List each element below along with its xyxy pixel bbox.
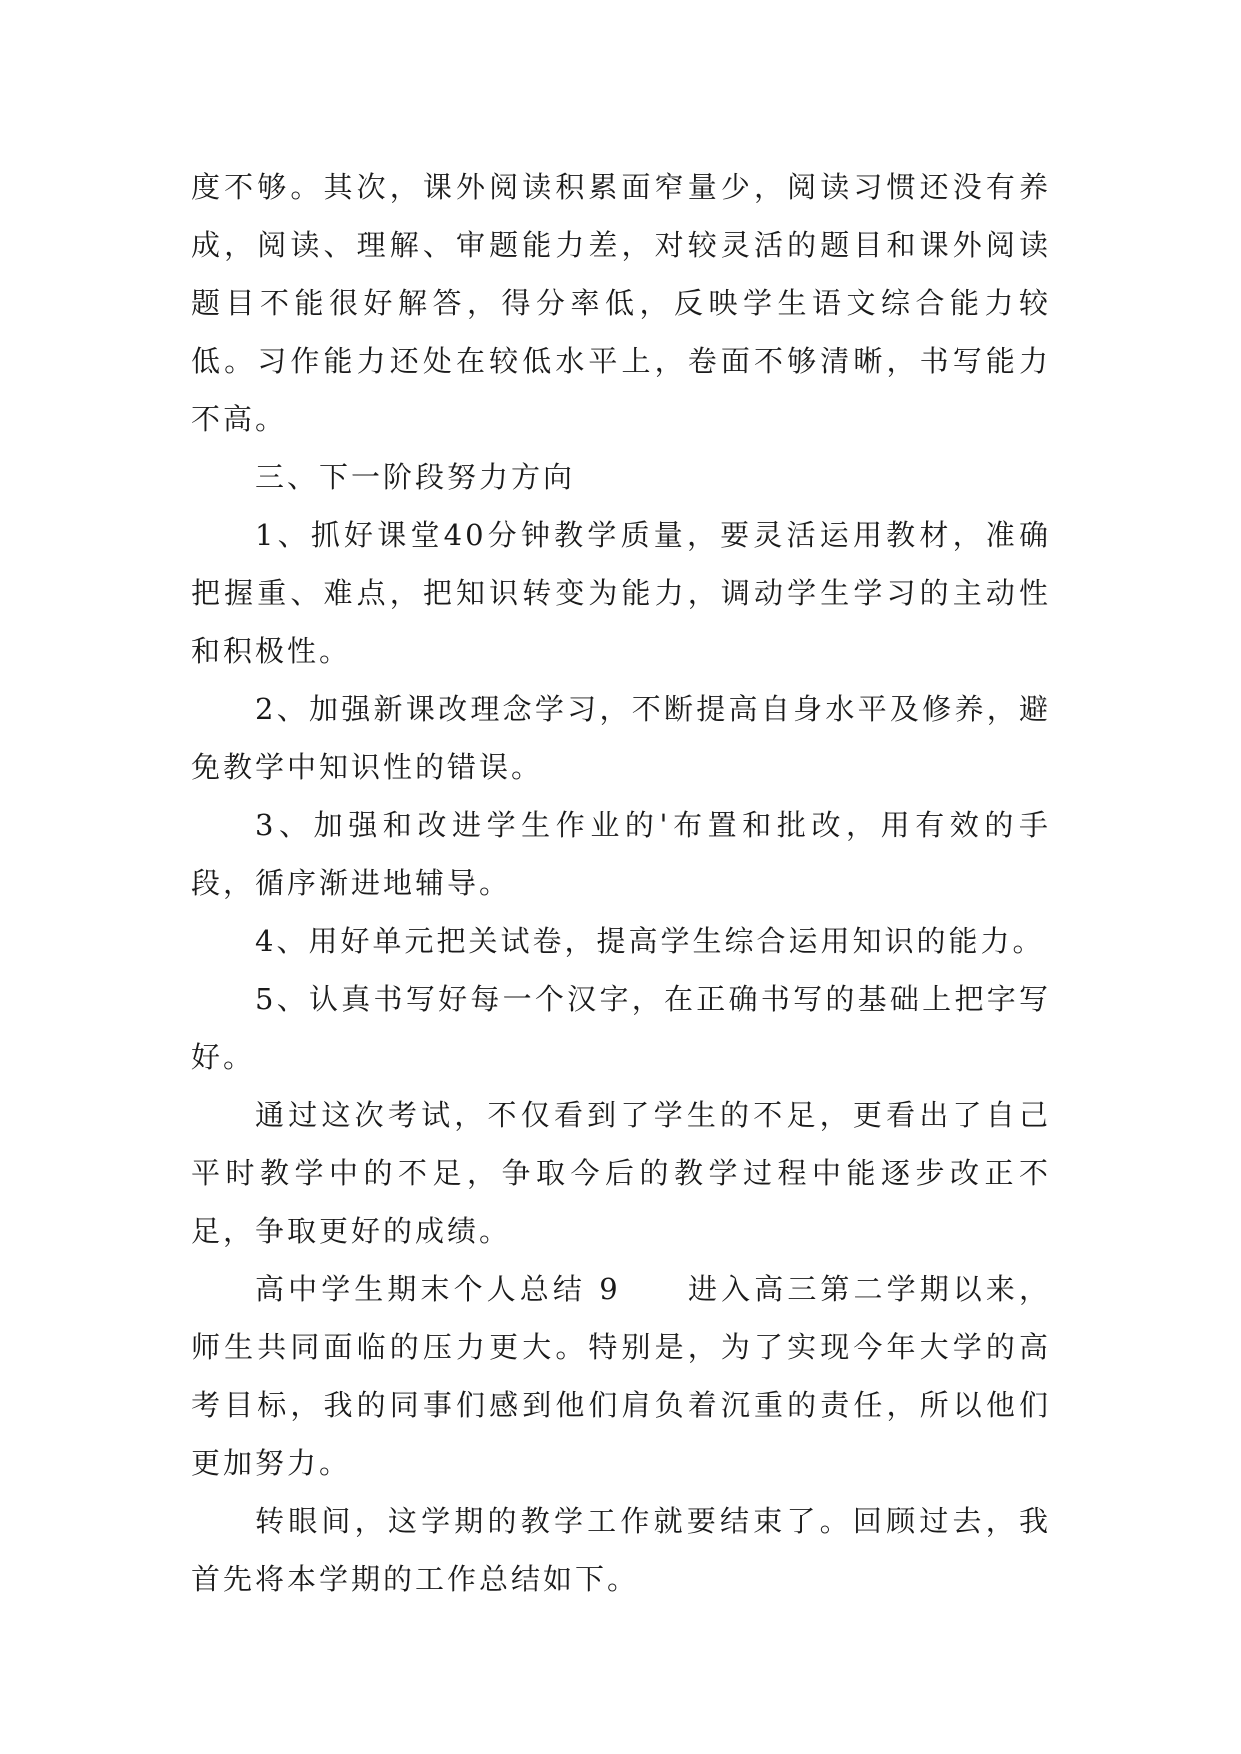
list-item-3: 3、加强和改进学生作业的'布置和批改，用有效的手段，循序渐进地辅导。 (191, 808, 1051, 900)
section-heading-next-steps: 三、下一阶段努力方向 (255, 460, 576, 494)
document-body (191, 158, 1051, 1608)
paragraph-semester-review: 转眼间，这学期的教学工作就要结束了。回顾过去，我首先将本学期的工作总结如下。 (191, 1504, 1051, 1596)
list-item-4: 4、用好单元把关试卷，提高学生综合运用知识的能力。 (255, 924, 1045, 958)
paragraph-conclusion: 通过这次考试，不仅看到了学生的不足，更看出了自己平时教学中的不足，争取今后的教学过程中能逐步改正不足，争取更好的成绩。 (191, 1098, 1051, 1248)
list-item-5: 5、认真书写好每一个汉字，在正确书写的基础上把字写好。 (191, 982, 1051, 1074)
paragraph-summary-9-intro: 高中学生期末个人总结 9 进入高三第二学期以来，师生共同面临的压力更大。特别是，为了实现今年大学的高考目标，我的同事们感到他们肩负着沉重的责任，所以他们更加努力。 (191, 1272, 1051, 1480)
paragraph-analysis-continued: 度不够。其次，课外阅读积累面窄量少，阅读习惯还没有养成，阅读、理解、审题能力差，对较灵活的题目和课外阅读题目不能很好解答，得分率低，反映学生语文综合能力较低。习作能力还处在较低水平上，卷面不够清晰，书写能力不高。 (191, 170, 1051, 436)
list-item-2: 2、加强新课改理念学习，不断提高自身水平及修养，避免教学中知识性的错误。 (191, 692, 1051, 784)
list-item-1: 1、抓好课堂40分钟教学质量，要灵活运用教材，准确把握重、难点，把知识转变为能力，调动学生学习的主动性和积极性。 (191, 518, 1051, 668)
